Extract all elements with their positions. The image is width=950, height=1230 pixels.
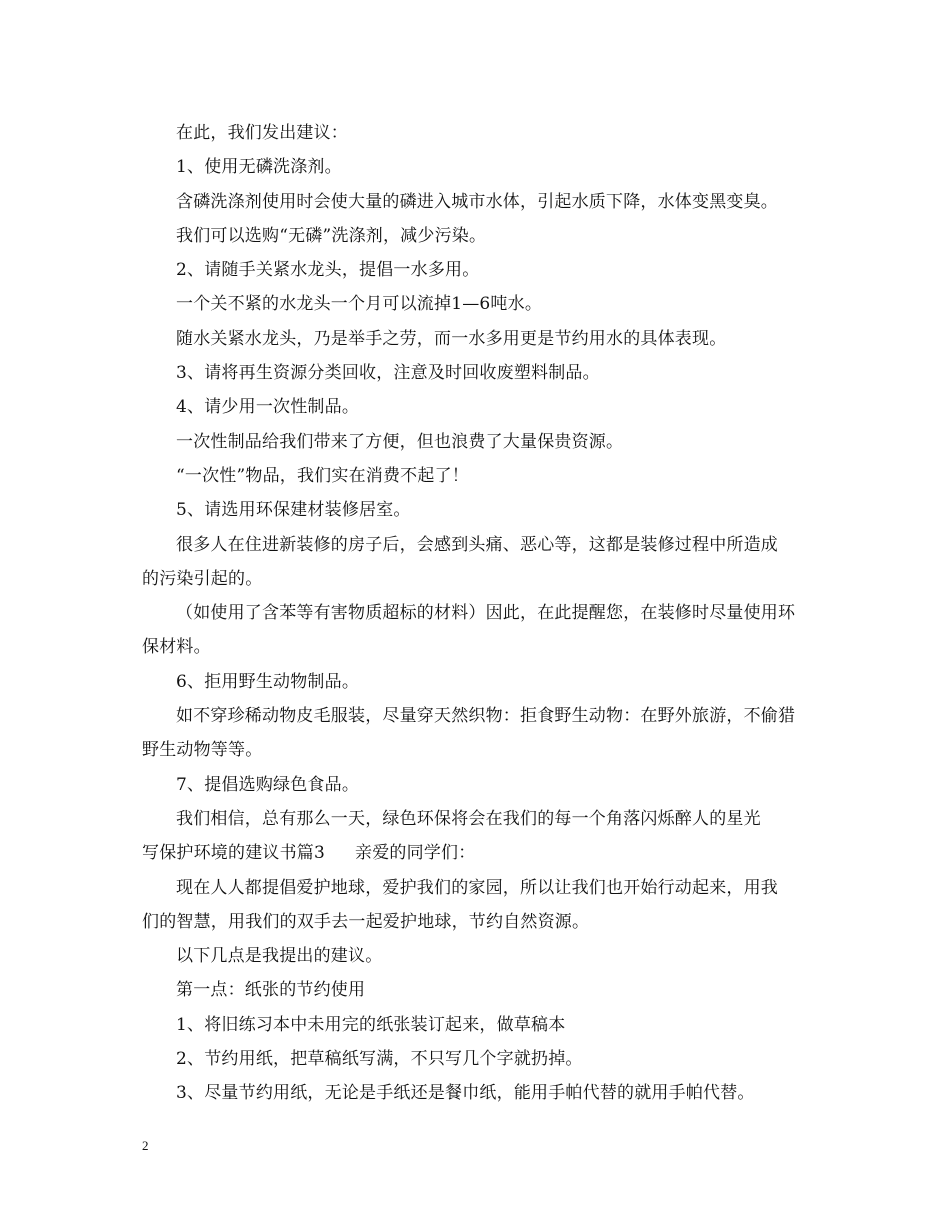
paragraph-line: 如不穿珍稀动物皮毛服装，尽量穿天然织物：拒食野生动物：在野外旅游，不偷猎 <box>176 706 796 727</box>
paragraph-line: 很多人在住进新装修的房子后，会感到头痛、恶心等，这都是装修过程中所造成 <box>176 534 778 555</box>
section-heading-line <box>142 836 814 870</box>
paragraph-line: 随水关紧水龙头，乃是举手之劳，而一水多用更是节约用水的具体表现。 <box>176 328 727 349</box>
paragraph-line: 一次性制品给我们带来了方便，但也浪费了大量保贵资源。 <box>176 431 624 452</box>
paragraph-line: （如使用了含苯等有害物质超标的材料）因此，在此提醒您，在装修时尽量使用环 <box>176 603 796 624</box>
list-item: 7、提倡选购绿色食品。 <box>176 774 360 795</box>
list-item: 4、请少用一次性制品。 <box>176 397 360 418</box>
paragraph-line: 在此，我们发出建议： <box>176 123 348 143</box>
paragraph-line: 野生动物等等。 <box>142 740 263 761</box>
subheading: 第一点：纸张的节约使用 <box>176 980 366 1001</box>
list-item: 6、拒用野生动物制品。 <box>176 671 360 692</box>
list-item: 3、尽量节约用纸，无论是手纸还是餐巾纸，能用手帕代替的就用手帕代替。 <box>176 1083 755 1104</box>
list-item: 5、请选用环保建材装修居室。 <box>176 500 411 521</box>
list-item: 1、使用无磷洗涤剂。 <box>176 157 342 178</box>
list-item: 3、请将再生资源分类回收，注意及时回收废塑料制品。 <box>176 363 600 384</box>
document-body <box>142 116 814 1111</box>
paragraph-line: 一个关不紧的水龙头一个月可以流掉1—6吨水。 <box>176 294 543 315</box>
paragraph-line: 们的智慧，用我们的双手去一起爱护地球，节约自然资源。 <box>142 911 590 932</box>
paragraph-line: 的污染引起的。 <box>142 568 263 589</box>
page-number: 2 <box>142 1138 149 1153</box>
paragraph-line: “一次性”物品，我们实在消费不起了！ <box>176 465 469 486</box>
paragraph-line: 现在人人都提倡爱护地球，爱护我们的家园，所以让我们也开始行动起来，用我 <box>176 877 778 898</box>
paragraph-line: 我们可以选购“无磷”洗涤剂，减少污染。 <box>176 225 487 246</box>
paragraph-line: 以下几点是我提出的建议。 <box>176 946 383 967</box>
list-item: 2、节约用纸，把草稿纸写满，不只写几个字就扔掉。 <box>176 1049 583 1070</box>
section-title: 写保护环境的建议书篇3 <box>142 843 326 864</box>
paragraph-line: 我们相信，总有那么一天，绿色环保将会在我们的每一个角落闪烁醉人的星光 <box>176 808 761 829</box>
list-item: 1、将旧练习本中未用完的纸张装订起来，做草稿本 <box>176 1014 566 1035</box>
paragraph-line: 保材料。 <box>142 637 211 658</box>
paragraph-line: 含磷洗涤剂使用时会使大量的磷进入城市水体，引起水质下降，水体变黑变臭。 <box>176 191 778 212</box>
list-item: 2、请随手关紧水龙头，提倡一水多用。 <box>176 260 480 281</box>
greeting: 亲爱的同学们： <box>355 843 476 864</box>
